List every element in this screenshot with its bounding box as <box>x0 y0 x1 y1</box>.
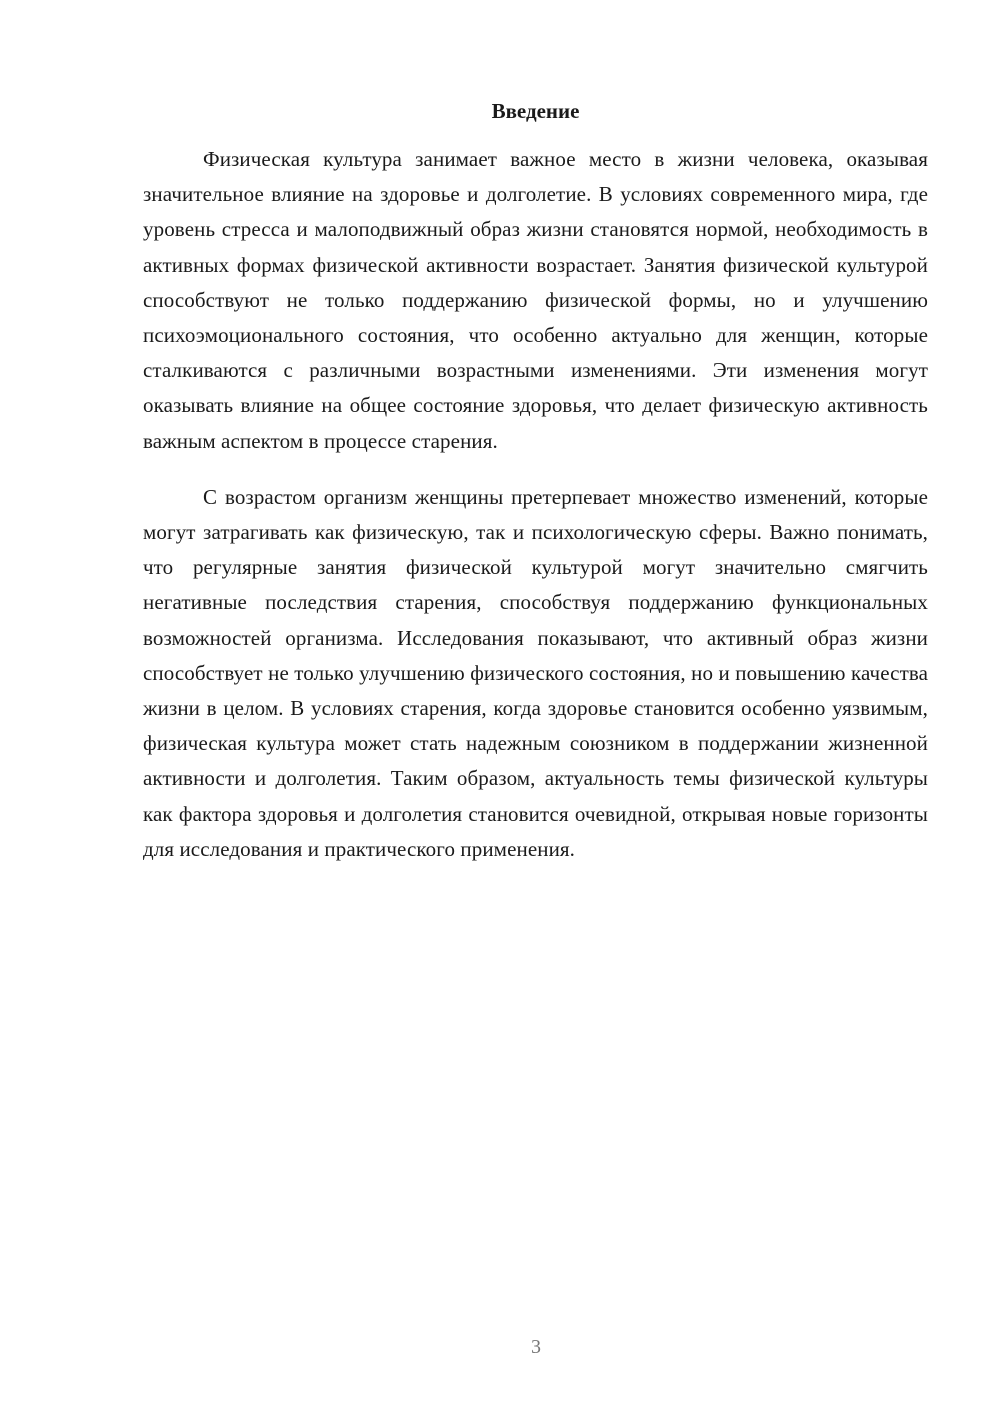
paragraph-2: С возрастом организм женщины претерпевает множество изменений, которые могут затрагивать как физическую, так и психологическую сферы. Важно понимать, что регулярные занятия физической культурой могут значительно смягчить негативные последствия старения, способствуя поддержанию функциональных возможностей организма. Исследования показывают, что активный образ жизни способствует не только улучшению физического состояния, но и повышению качества жизни в целом. В условиях старения, когда здоровье становится особенно уязвимым, физическая культура может стать надежным союзником в поддержании жизненной активности и долголетия. Таким образом, актуальность темы физической культуры как фактора здоровья и долголетия становится очевидной, открывая новые горизонты для исследования и практического применения. <box>143 484 928 861</box>
section-heading: Введение <box>491 99 580 123</box>
paragraph-1: Физическая культура занимает важное место в жизни человека, оказывая значительное влияние на здоровье и долголетие. В условиях современного мира, где уровень стресса и малоподвижный образ жизни становятся нормой, необходимость в активных формах физической активности возрастает. Занятия физической культурой способствуют не только поддержанию физической формы, но и улучшению психоэмоционального состояния, что особенно актуально для женщин, которые сталкиваются с различными возрастными изменениями. Эти изменения могут оказывать влияние на общее состояние здоровья, что делает физическую активность важным аспектом в процессе старения. <box>143 147 928 453</box>
body-text <box>143 142 928 867</box>
page-number: 3 <box>531 1336 541 1358</box>
